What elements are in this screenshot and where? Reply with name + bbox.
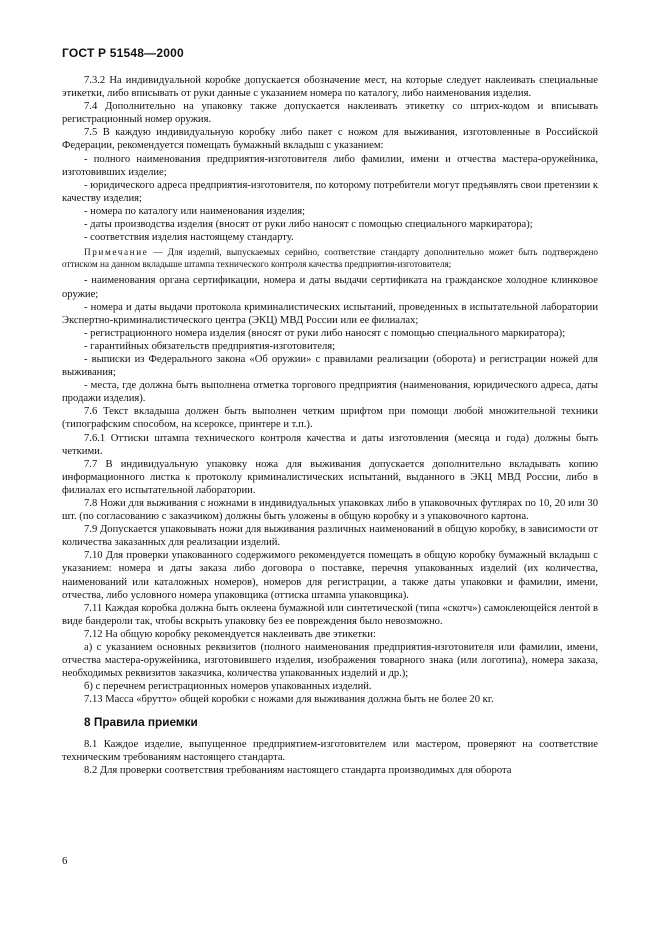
body-paragraph: - даты производства изделия (вносят от руки либо наносят с помощью специального маркиратора); — [84, 219, 533, 231]
note-text: — Для изделий, выпускаемых серийно, соответствие стандарту дополнительно может быть подтверждено оттиском на данном вкладыше штампа технического контроля качества предприятия-изготовителя; — [62, 247, 598, 269]
body-paragraph: - соответствия изделия настоящему стандарту. — [84, 232, 294, 244]
body-paragraph: - выписки из Федерального закона «Об оружии» с правилами реализации (оборота) и регистрации ножей для выживания; — [62, 353, 598, 379]
document-code-header: ГОСТ Р 51548—2000 — [62, 46, 184, 60]
body-paragraph: - полного наименования предприятия-изготовителя либо фамилии, имени и отчества мастера-оружейника, изготовивших изделие; — [62, 153, 598, 178]
body-paragraph: - гарантийных обязательств предприятия-изготовителя; — [84, 340, 336, 352]
body-paragraph: 7.12 На общую коробку рекомендуется наклеивать две этикетки: — [84, 628, 376, 640]
body-paragraph: 8.2 Для проверки соответствия требованиям настоящего стандарта производимых для оборота — [84, 764, 512, 776]
body-paragraph: 7.5 В каждую индивидуальную коробку либо пакет с ножом для выживания, изготовленные в Российской Федерации, рекомендуется помещать бумажный вкладыш с указанием: — [62, 127, 598, 152]
note-paragraph — [62, 247, 598, 270]
body-paragraph: б) с перечнем регистрационных номеров упакованных изделий. — [84, 681, 372, 693]
document-body — [62, 74, 598, 777]
body-paragraph: 7.8 Ножи для выживания с ножнами в индивидуальных упаковках либо в упаковочных футлярах по 10, 20 или 30 шт. (по согласованию с заказчиком) должны быть уложены в общую коробку и з упаковочного картона. — [62, 498, 598, 523]
body-paragraph: а) с указанием основных реквизитов (полного наименования предприятия-изготовителя или фамилии, имени, отчества мастера-оружейника, изготовившего изделия, изображения товарного знака (или логотипа), номера заказа, необходимых реквизитов заказчика, количества упакованных изделий и др.); — [62, 642, 598, 680]
body-paragraph: - места, где должна быть выполнена отметка торгового предприятия (наименования, юридического адреса, даты продажи изделия). — [62, 380, 598, 405]
document-page — [62, 46, 598, 777]
body-paragraph: - наименования органа сертификации, номера и даты выдачи сертификата на гражданское холодное клинковое оружие; — [62, 275, 598, 300]
body-paragraph: - регистрационного номера изделия (вносят от руки либо наносят с помощью специального маркиратора); — [84, 327, 566, 339]
body-paragraph: 7.6 Текст вкладыша должен быть выполнен четким шрифтом при помощи любой множительной техники (типографским способом, на ксероксе, принтере и т.п.). — [62, 406, 598, 431]
body-paragraph: - юридического адреса предприятия-изготовителя, по которому потребители могут предъявлять свои претензии к качеству изделия; — [62, 179, 598, 204]
body-paragraph: 7.13 Масса «брутто» общей коробки с ножами для выживания должна быть не более 20 кг. — [84, 694, 494, 706]
body-paragraph: - номера и даты выдачи протокола криминалистических испытаний, проведенных в испытательной лаборатории Экспертно-криминалистического центра (ЭКЦ) МВД России или ее филиалах; — [62, 301, 598, 326]
body-paragraph: 7.10 Для проверки упакованного содержимого рекомендуется помещать в общую коробку бумажный вкладыш с указанием: номера и даты заказа либо договора о поставке, перечня упакованных изделий (их количества, наименований или каталожных номеров), номеров для регистрации, а также даты упаковки и фамилии, имени, отчества, либо условного номера упаковщика (оттиска штампа упаковщика). — [62, 550, 598, 601]
body-paragraph: 7.3.2 На индивидуальной коробке допускается обозначение мест, на которые следует наклеивать специальные этикетки, либо вписывать от руки данные с указанием номера по каталогу, либо наименования изделия. — [62, 75, 598, 100]
body-paragraph: 8.1 Каждое изделие, выпущенное предприятием-изготовителем или мастером, проверяют на соответствие техническим требованиям настоящего стандарта. — [62, 738, 598, 763]
body-paragraph: 7.6.1 Оттиски штампа технического контроля качества и даты изготовления (месяца и года) должны быть четкими. — [62, 432, 598, 457]
body-paragraph: 7.9 Допускается упаковывать ножи для выживания различных наименований в общую коробку, в зависимости от количества заказанных для реализации изделий. — [62, 524, 598, 549]
body-paragraph: - номера по каталогу или наименования изделия; — [84, 205, 306, 217]
body-paragraph: 7.11 Каждая коробка должна быть оклеена бумажной или синтетической (типа «скотч») самоклеющейся лентой в виде бандероли так, чтобы вскрыть упаковку без ее повреждения было невозможно. — [62, 602, 598, 627]
body-paragraph: 7.7 В индивидуальную упаковку ножа для выживания допускается дополнительно вкладывать копию информационного листка к протоколу криминалистических испытаний, выданного в ЭКЦ МВД России, либо в филиалах его испытательной лаборатории. — [62, 458, 598, 496]
note-label: Примечание — [84, 247, 149, 258]
body-paragraph: 7.4 Дополнительно на упаковку также допускается наклеивать этикетку со штрих-кодом и вписывать регистрационный номер оружия. — [62, 101, 598, 126]
section-heading: 8 Правила приемки — [84, 714, 198, 729]
page-number: 6 — [62, 855, 68, 867]
